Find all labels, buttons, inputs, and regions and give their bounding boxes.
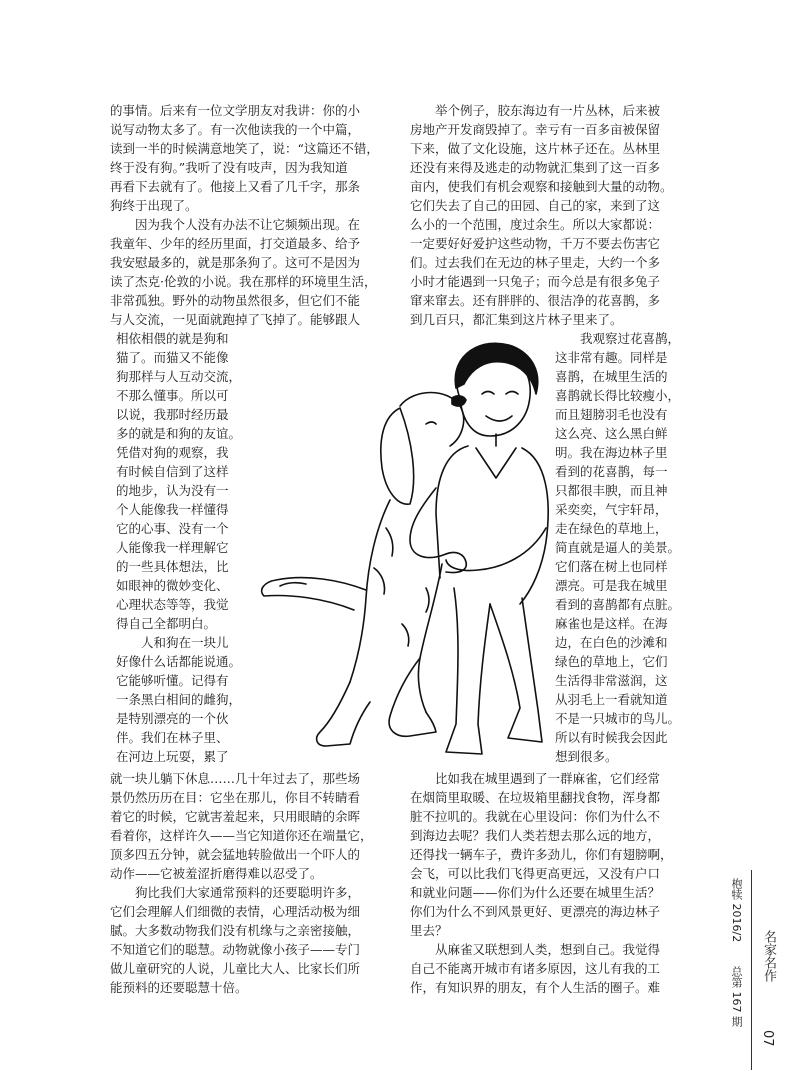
text-line: 着它的时候，它就害羞起来，只用眼睛的余晖 [110, 809, 361, 824]
text-line: 个人能像我一样懂得 [116, 502, 229, 517]
text-line: 麻雀也是这样。在海 [555, 616, 668, 631]
text-line: 狗那样与人互动交流， [116, 369, 242, 384]
text-line: 明。我在海边林子里 [555, 445, 668, 460]
text-line: 有时候自信到了这样 [116, 464, 229, 479]
text-line: 以说，我那时经历最 [116, 407, 229, 422]
text-line: 多的就是和狗的友谊。 [116, 426, 242, 441]
text-line: 看到的花喜鹊，每一 [555, 464, 668, 479]
text-line: 简直就是逼人的美景。 [555, 540, 681, 555]
text-line: 漂亮。可是我在城里 [555, 578, 668, 593]
text-line: 还没有来得及逃走的动物就汇集到了这一百多 [410, 160, 661, 175]
text-line: 一定要好好爱护这些动物，千万不要去伤害它 [410, 236, 661, 251]
text-line: 动作——它被羞涩折磨得难以忍受了。 [110, 866, 323, 881]
text-line: 我安慰最多的，就是那条狗了。这可不是因为 [110, 255, 361, 270]
text-line: 心理状态等等，我觉 [116, 597, 229, 612]
sidebar-divider-line [751, 870, 752, 1070]
text-line: 能预料的还要聪慧十倍。 [110, 980, 248, 995]
text-line: 而且翅膀羽毛也没有 [555, 407, 668, 422]
text-line: 与人交流，一见面就跑掉了飞掉了。能够跟人 [110, 312, 361, 327]
text-line: 作，有知识界的朋友，有个人生活的圈子。难 [410, 980, 661, 995]
text-line: 想到很多。 [555, 749, 618, 764]
text-line: 不那么懂事。所以可 [116, 388, 229, 403]
text-line: 下来，做了文化设施，这片林子还在。丛林里 [410, 141, 661, 156]
text-line: 从麻雀又联想到人类，想到自己。我觉得 [410, 942, 661, 957]
text-line: 伴。我们在林子里、 [116, 730, 229, 745]
text-line: 说写动物太多了。有一次他读我的一个中篇， [110, 122, 361, 137]
text-line: 猫了。而猫又不能像 [116, 350, 229, 365]
right-column-top-text [410, 101, 673, 329]
text-line: 我观察过花喜鹊， [555, 331, 681, 346]
text-line: 采奕奕，气宇轩昂， [555, 502, 668, 517]
text-line: 这非常有趣。同样是 [555, 350, 668, 365]
sidebar-journal-issue: 枹犊 2016/2 [730, 878, 743, 943]
text-line: 你们为什么不到风景更好、更漂亮的海边林子 [410, 904, 661, 919]
text-line: 亩内，使我们有机会观察和接触到大量的动物。 [410, 179, 673, 194]
text-line: 在河边上玩耍，累了 [116, 749, 229, 764]
text-line: 举个例子，胶东海边有一片丛林，后来被 [410, 103, 661, 118]
text-line: 读到一半的时候满意地笑了，说：“这篇还不错， [110, 141, 379, 156]
text-line: 如眼神的微妙变化、 [116, 578, 229, 593]
text-line: 我童年、少年的经历里面，打交道最多、给予 [110, 236, 361, 251]
text-line: 自己不能离开城市有诸多原因，这儿有我的工 [410, 961, 661, 976]
text-line: 腻。大多数动物我们没有机缘与之亲密接触， [110, 923, 361, 938]
text-line: 它的心事、没有一个 [116, 521, 229, 536]
text-line: 它们失去了自己的田园、自己的家，来到了这 [410, 198, 661, 213]
text-line: 好像什么话都能说通。 [116, 654, 242, 669]
text-line: 么小的一个范围，度过余生。所以大家都说： [410, 217, 661, 232]
text-line: 顶多四五分钟，就会猛地转脸做出一个吓人的 [110, 847, 361, 862]
text-line: 它能够听懂。记得有 [116, 673, 229, 688]
sidebar-column-name: 名家名作 [761, 930, 776, 982]
left-column-wrapped-text [116, 329, 241, 766]
text-line: 它们落在树上也同样 [555, 559, 668, 574]
text-line: 做儿童研究的人说，儿童比大人、比家长们所 [110, 961, 361, 976]
text-line: 比如我在城里遇到了一群麻雀，它们经常 [410, 771, 661, 786]
text-line: 再看下去就有了。他接上又看了几千字，那条 [110, 179, 361, 194]
text-line: 它们会理解人们细微的表情，心理活动极为细 [110, 904, 361, 919]
text-line: 和就业问题——你们为什么还要在城里生活？ [410, 885, 661, 900]
text-line: 脏不拉叽的。我就在心里设问：你们为什么不 [410, 809, 661, 824]
text-line: 狗终于出现了。 [110, 198, 198, 213]
text-line: 所以有时候我会因此 [555, 730, 668, 745]
text-line: 人能像我一样理解它 [116, 540, 229, 555]
text-line: 景仍然历历在目：它坐在那儿，你目不转睛看 [110, 790, 361, 805]
text-line: 的地步，认为没有一 [116, 483, 229, 498]
text-line: 喜鹊，在城里生活的 [555, 369, 668, 384]
text-line: 凭借对狗的观察，我 [116, 445, 229, 460]
text-line: 非常孤独。野外的动物虽然很多，但它们不能 [110, 293, 361, 308]
text-line: 不是一只城市的鸟儿。 [555, 711, 681, 726]
text-line: 终于没有狗。”我听了没有吱声，因为我知道 [110, 160, 348, 175]
text-line: 只都很丰腴，而且神 [555, 483, 668, 498]
text-line: 窜来窜去。还有胖胖的、很洁净的花喜鹊，多 [410, 293, 661, 308]
text-line: 是特别漂亮的一个伙 [116, 711, 229, 726]
text-line: 小时才能遇到一只兔子；而今总是有很多兔子 [410, 274, 661, 289]
text-line: 从羽毛上一看就知道 [555, 692, 668, 707]
text-line: 们。过去我们在无边的林子里走，大约一个多 [410, 255, 661, 270]
right-column-bottom-text [410, 769, 673, 997]
text-line: 边，在白色的沙滩和 [555, 635, 668, 650]
text-line: 生活得非常滋润，这 [555, 673, 668, 688]
text-line: 房地产开发商毁掉了。幸亏有一百多亩被保留 [410, 122, 661, 137]
text-line: 走在绿色的草地上， [555, 521, 668, 536]
text-line: 就一块儿躺下休息……几十年过去了，那些场 [110, 771, 361, 786]
text-line: 在烟筒里取暖、在垃圾箱里翻找食物，浑身都 [410, 790, 661, 805]
text-line: 看到的喜鹊都有点脏。 [555, 597, 681, 612]
text-line: 这么亮、这么黑白鲜 [555, 426, 668, 441]
left-column-top-text [110, 101, 379, 329]
sidebar-total-issue: 总第 167 期 [730, 966, 743, 1027]
text-line: 的事情。后来有一位文学朋友对我讲：你的小 [110, 103, 361, 118]
text-line: 还得找一辆车子，费许多劲儿，你们有翅膀啊， [410, 847, 673, 862]
text-line: 相依相偎的就是狗和 [116, 331, 229, 346]
text-line: 一条黑白相间的雌狗， [116, 692, 242, 707]
text-line: 狗比我们大家通常预料的还要聪明许多， [110, 885, 361, 900]
page-number: 07 [760, 1030, 775, 1047]
text-line: 读了杰克·伦敦的小说。我在那样的环境里生活， [110, 274, 377, 289]
text-line: 人和狗在一块儿 [116, 635, 229, 650]
left-column-bottom-text [110, 769, 373, 997]
text-line: 到几百只，都汇集到这片林子里来了。 [410, 312, 623, 327]
text-line: 得自己全都明白。 [116, 616, 217, 631]
text-line: 到海边去呢？我们人类若想去那么远的地方， [410, 828, 661, 843]
text-line: 里去？ [410, 923, 448, 938]
text-line: 会飞，可以比我们飞得更高更远，又没有户口 [410, 866, 661, 881]
right-column-wrapped-text [555, 329, 680, 766]
man-hugging-dog-illustration [250, 328, 560, 768]
text-line: 喜鹊就长得比较瘦小， [555, 388, 681, 403]
text-line: 不知道它们的聪慧。动物就像小孩子——专门 [110, 942, 361, 957]
text-line: 绿色的草地上，它们 [555, 654, 668, 669]
text-line: 的一些具体想法，比 [116, 559, 229, 574]
text-line: 看着你，这样许久——当它知道你还在端量它， [110, 828, 373, 843]
text-line: 因为我个人没有办法不让它频频出现。在 [110, 217, 361, 232]
